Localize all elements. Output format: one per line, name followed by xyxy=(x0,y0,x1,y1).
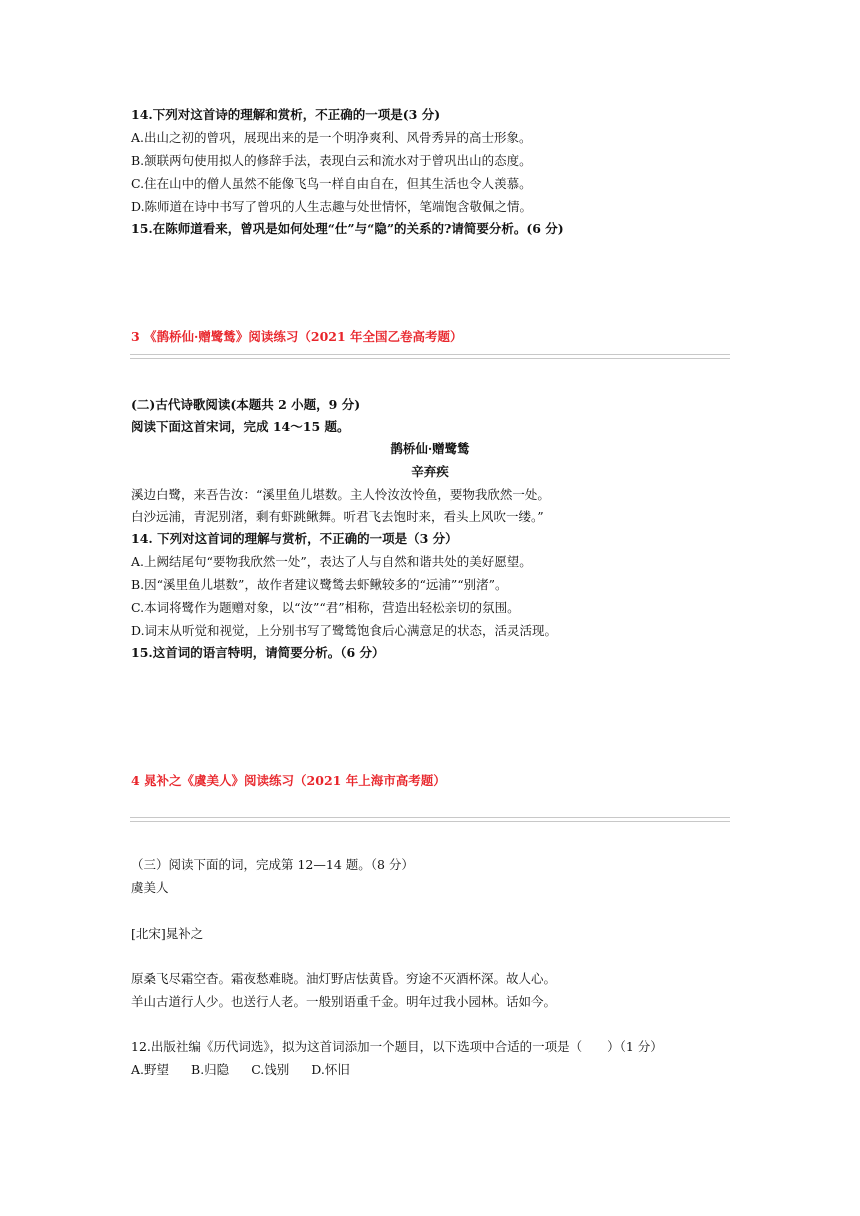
section-divider xyxy=(130,817,730,822)
question-12: 12.出版社编《历代词选》，拟为这首词添加一个题目，以下选项中合适的一项是（ ）（1 分） xyxy=(131,1039,663,1054)
option-c: C.饯别 xyxy=(251,1062,290,1077)
poem-line: 羊山古道行人少。也送行人老。一般别语重千金。明年过我小园林。话如今。 xyxy=(131,994,557,1009)
option-c: C.本词将鹭作为题赠对象，以“汝”“君”相称，营造出轻松亲切的氛围。 xyxy=(131,600,520,615)
question-15: 15.在陈师道看来，曾巩是如何处理“仕”与“隐”的关系的?请简要分析。(6 分) xyxy=(131,221,564,236)
option-d: D.词末从听觉和视觉，上分别书写了鹭鸶饱食后心满意足的状态，活灵活现。 xyxy=(131,623,558,638)
poem-author: 辛弃疾 xyxy=(411,464,449,479)
section-4-heading: 4 晁补之《虞美人》阅读练习（2021 年上海市高考题） xyxy=(131,773,446,788)
poem-author: [北宋]晁补之 xyxy=(131,926,204,941)
poem-line: 溪边白鹭，来吾告汝：“溪里鱼儿堪数。主人怜汝汝怜鱼，要物我欣然一处。 xyxy=(131,487,550,502)
section-4-intro: （三）阅读下面的词，完成第 12—14 题。（8 分） xyxy=(131,857,414,872)
section-divider xyxy=(130,354,730,359)
option-a: A.出山之初的曾巩，展现出来的是一个明净爽利、风骨秀异的高士形象。 xyxy=(131,130,532,145)
poem-title: 鹊桥仙·赠鹭鸶 xyxy=(390,441,470,456)
section-3-heading: 3 《鹊桥仙·赠鹭鸶》阅读练习（2021 年全国乙卷高考题） xyxy=(131,329,463,344)
section-3-instruction: 阅读下面这首宋词，完成 14～15 题。 xyxy=(131,419,350,434)
option-a: A.上阙结尾句“要物我欣然一处”，表达了人与自然和谐共处的美好愿望。 xyxy=(131,554,532,569)
option-c: C.住在山中的僧人虽然不能像飞鸟一样自由自在，但其生活也令人羡慕。 xyxy=(131,176,532,191)
section-3-intro: (二)古代诗歌阅读(本题共 2 小题，9 分) xyxy=(131,397,361,412)
question-15: 15.这首词的语言特明，请简要分析。（6 分） xyxy=(131,645,385,660)
option-d: D.怀旧 xyxy=(311,1062,350,1077)
question-14: 14. 下列对这首词的理解与赏析，不正确的一项是（3 分） xyxy=(131,531,458,546)
poem-line: 原桑飞尽霜空杳。霜夜愁难晓。油灯野店怯黄昏。穷途不灭酒杯深。故人心。 xyxy=(131,971,557,986)
option-b: B.颔联两句使用拟人的修辞手法，表现白云和流水对于曾巩出山的态度。 xyxy=(131,153,532,168)
option-a: A.野望 xyxy=(131,1062,170,1077)
answer-options xyxy=(131,1061,372,1079)
option-d: D.陈师道在诗中书写了曾巩的人生志趣与处世情怀，笔端饱含敬佩之情。 xyxy=(131,199,533,214)
poem-line: 白沙远浦，青泥别渚，剩有虾跳鳅舞。听君飞去饱时来，看头上风吹一缕。” xyxy=(131,509,544,524)
question-14: 14.下列对这首诗的理解和赏析，不正确的一项是(3 分) xyxy=(131,107,441,122)
option-b: B.归隐 xyxy=(191,1062,230,1077)
poem-title: 虞美人 xyxy=(131,880,169,895)
option-b: B.因“溪里鱼儿堪数”，故作者建议鹭鸶去虾鳅较多的“远浦”“别渚”。 xyxy=(131,577,508,592)
